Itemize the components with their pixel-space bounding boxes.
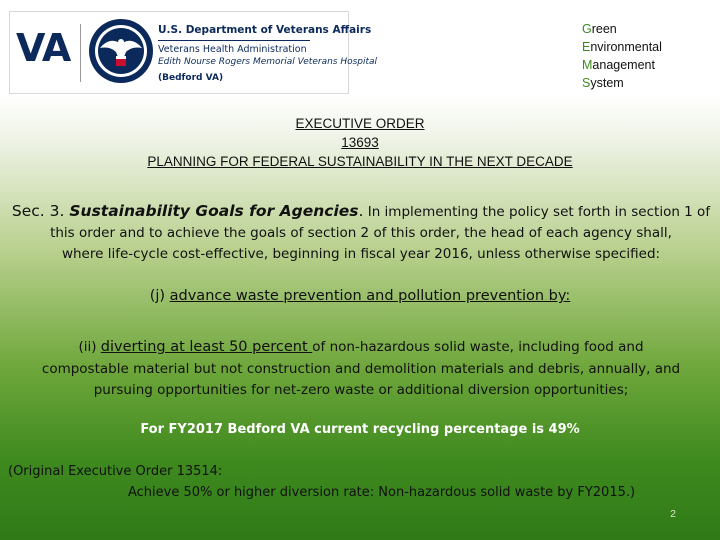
gems-initial: G (582, 22, 592, 36)
gems-initial: S (582, 76, 591, 90)
item-ii-body-2: compostable material but not construction and demolition materials and debris, annually, and (41, 360, 681, 377)
item-ii-underlined: diverting at least 50 percent (100, 339, 313, 355)
title-line-2: 13693 (341, 135, 379, 150)
item-ii-body-3: pursuing opportunities for net-zero waste or additional diversion opportunities; (93, 382, 629, 398)
section-3-period: . (358, 202, 364, 220)
gems-rest: anagement (592, 58, 655, 72)
original-order-line-2: Achieve 50% or higher diversion rate: Non-hazardous solid waste by FY2015.) (128, 485, 636, 500)
gems-line (582, 38, 662, 56)
hospital-label: Edith Nourse Rogers Memorial Veterans Hospital (158, 57, 378, 67)
original-order-line-1: (Original Executive Order 13514: (8, 464, 223, 479)
section-3-body-3: where life-cycle cost-effective, beginning in fiscal year 2016, unless otherwise specified: (61, 246, 661, 262)
section-3-paragraph (6, 201, 716, 265)
gems-rest: reen (591, 22, 617, 36)
original-order-note (8, 461, 714, 503)
va-seal-icon (88, 18, 154, 84)
section-3-heading: Sustainability Goals for Agencies (69, 202, 359, 220)
section-3-prefix: Sec. 3. (11, 202, 70, 220)
item-ii-paragraph (8, 337, 714, 402)
section-3-line-1 (6, 201, 716, 223)
va-logo-mark: VA (16, 26, 71, 70)
item-j-text: advance waste prevention and pollution prevention by: (169, 288, 571, 304)
section-3-body-2: this order and to achieve the goals of section 2 of this order, the head of each agency shall, (50, 225, 672, 241)
page-number: 2 (670, 508, 676, 520)
gems-line (582, 74, 662, 92)
gems-rest: nvironmental (590, 40, 662, 54)
section-3-body-1: In implementing the policy set forth in section 1 of (363, 204, 711, 220)
va-logo-banner (9, 11, 378, 94)
title-line-1: EXECUTIVE ORDER (295, 116, 425, 131)
fy2017-recycling-note: For FY2017 Bedford VA current recycling percentage is 49% (140, 422, 580, 437)
gems-initial: E (582, 40, 591, 54)
dept-title: U.S. Department of Veterans Affairs (158, 24, 372, 36)
item-ii-body-1: of non-hazardous solid waste, including food and (312, 339, 644, 355)
gems-rest: ystem (590, 76, 624, 90)
title-line-3: PLANNING FOR FEDERAL SUSTAINABILITY IN THE NEXT DECADE (147, 154, 573, 169)
bedford-label: (Bedford VA) (158, 73, 224, 83)
page-title (0, 114, 720, 171)
vha-label: Veterans Health Administration (158, 44, 307, 55)
item-j (0, 288, 720, 304)
dept-title-rule (158, 40, 310, 41)
gems-initial: M (582, 58, 593, 72)
gems-line (582, 56, 662, 74)
gems-acronym (582, 20, 662, 92)
logo-divider (80, 24, 81, 82)
gems-line (582, 20, 662, 38)
item-j-prefix: (j) (149, 288, 170, 304)
item-ii-prefix: (ii) (78, 339, 101, 355)
item-ii-line-1 (8, 337, 714, 359)
